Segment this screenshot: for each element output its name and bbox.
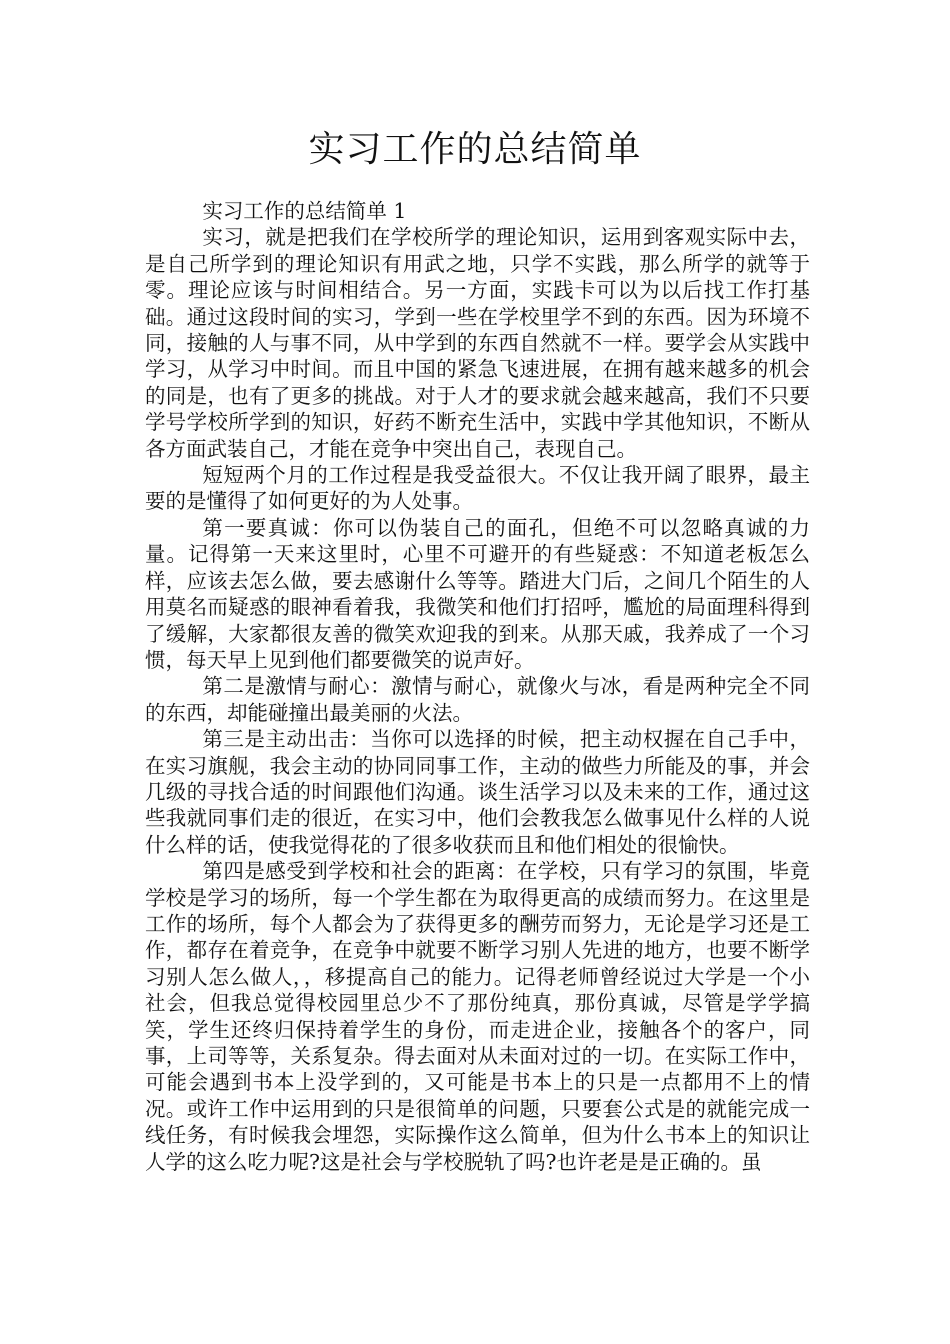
document-body [145,198,810,1175]
document-title: 实习工作的总结简单 [308,129,642,170]
paragraph-sincerity: 第一要真诚：你可以伪装自己的面孔，但绝不可以忽略真诚的力量。记得第一天来这里时，心里不可避开的有些疑惑：不知道老板怎么样，应该去怎么做，要去感谢什么等等。踏进大门后，之间几个陌生的人用莫名而疑惑的眼神看着我，我微笑和他们打招呼，尷尬的局面理科得到了缓解，大家都很友善的微笑欢迎我的到来。从那天戚，我养成了一个习惯，每天早上见到他们都要微笑的说声好。 [145,515,810,672]
paragraph-school-society: 第四是感受到学校和社会的距离：在学校，只有学习的氛围，毕竟学校是学习的场所，每一个学生都在为取得更高的成绩而努力。在这里是工作的场所，每个人都会为了获得更多的酬劳而努力，无论是学习还是工作，都存在着竞争，在竞争中就要不断学习别人先进的地方，也要不断学习别人怎么做人，，移提高自己的能力。记得老师曾经说过大学是一个小社会，但我总觉得校园里总少不了那份纯真，那份真诚，尽管是学学搞笑，学生还终归保持着学生的身份，而走进企业，接触各个的客户，同事，上司等等，关系复杂。得去面对从未面对过的一切。在实际工作中，可能会遇到书本上没学到的，又可能是书本上的只是一点都用不上的情况。或许工作中运用到的只是很简单的问题，只要套公式是的就能完成一线任务，有时候我会埋怨，实际操作这么简单，但为什么书本上的知识让人学的这么吃力呢?这是社会与学校脱轨了吗?也许老是是正确的。虽 [145,859,810,1174]
paragraph-initiative: 第三是主动出击：当你可以选择的时候，把主动权握在自己手中，在实习旗舰，我会主动的协同同事工作，主动的做些力所能及的事，并会几级的寻找合适的时间跟他们沟通。谈生活学习以及未来的工作，通过这些我就同事们走的很近，在实习中，他们会教我怎么做事见什么样的人说什么样的话，使我觉得花的了很多收获而且和他们相处的很愉快。 [145,727,810,857]
section-heading: 实习工作的总结简单 1 [202,199,407,223]
paragraph-two-months: 短短两个月的工作过程是我受益很大。不仅让我开阔了眼界，最主要的是懂得了如何更好的为人处事。 [145,463,810,514]
paragraph-internship-intro: 实习，就是把我们在学校所学的理论知识，运用到客观实际中去，是自己所学到的理论知识有用武之地，只学不实践，那么所学的就等于零。理论应该与时间相结合。另一方面，实践卡可以为以后找工作打基础。通过这段时间的实习，学到一些在学校里学不到的东西。因为环境不同，接触的人与事不同，从中学到的东西自然就不一样。要学会从实践中学习，从学习中时间。而且中国的紧急飞速进展，在拥有越来越多的机会的同是，也有了更多的挑战。对于人才的要求就会越来越高，我们不只要学号学校所学到的知识，好药不断充生活中，实践中学其他知识，不断从各方面武装自己，才能在竞争中突出自己，表现自己。 [145,225,810,461]
paragraph-passion-patience: 第二是激情与耐心：激情与耐心，就像火与冰，看是两种完全不同的东西，却能碰撞出最美丽的火法。 [145,674,810,725]
